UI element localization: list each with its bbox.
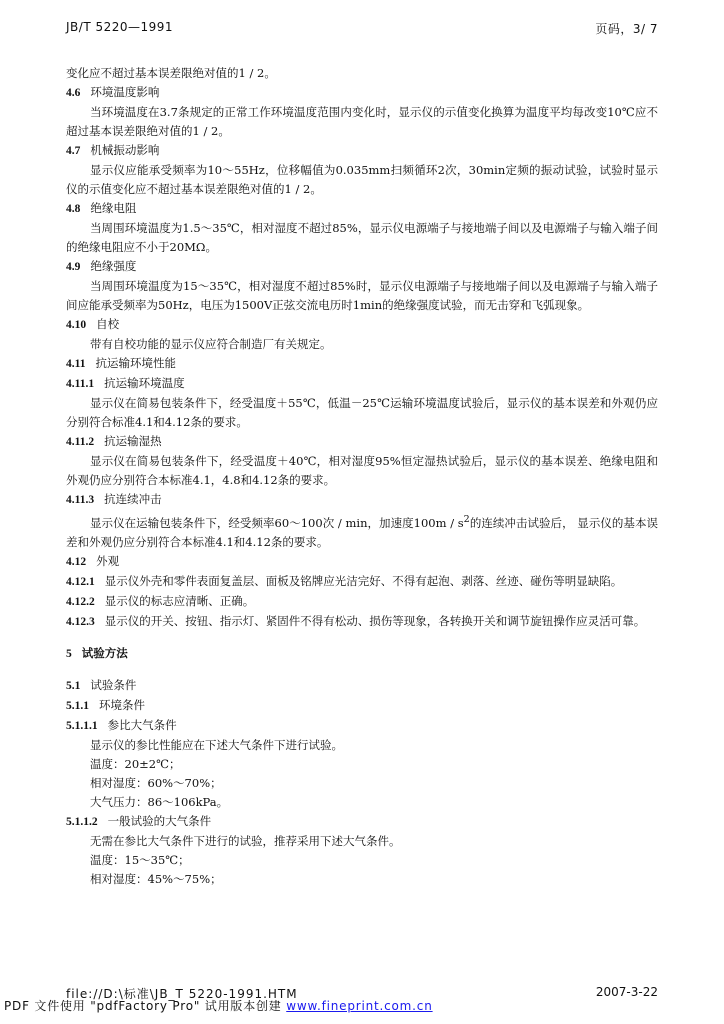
section-title: 外观 <box>96 553 120 568</box>
superscript: 2 <box>463 514 470 525</box>
section-title: 抗运输湿热 <box>104 434 162 448</box>
section-title: 抗连续冲击 <box>104 492 162 506</box>
section-title: 机械振动影响 <box>90 143 160 157</box>
section-4-11-2-heading <box>66 432 658 452</box>
section-4-12-heading <box>66 552 658 572</box>
section-number: 5.1.1.2 <box>66 815 98 828</box>
section-4-11-3-heading <box>66 490 658 510</box>
paragraph: 显示仪应能承受频率为10～55Hz，位移幅值为0.035mm扫频循环2次，30min定频的振动试验，试验时显示仪的示值变化应不超过基本误差限绝对值的1 / 2。 <box>66 163 658 196</box>
print-date: 2007-3-22 <box>595 985 658 999</box>
paragraph: 当周围环境温度为15～35℃，相对湿度不超过85%时，显示仪电源端子与接地端子间以及电源端子与输入端子间应能承受频率为50Hz，电压为1500V正弦交流电历时1min的绝缘强度试验，而无击穿和飞弧现象。 <box>66 279 658 312</box>
section-5-1-1-heading <box>66 696 658 716</box>
pdf-watermark-text: PDF 文件使用 "pdfFactory Pro" 试用版本创建 <box>4 999 287 1013</box>
section-number: 4.12.2 <box>66 595 95 608</box>
condition-humidity: 相对湿度：60%～70%； <box>90 775 222 790</box>
section-title: 参比大气条件 <box>107 717 177 732</box>
clause-4-12-3 <box>66 612 658 632</box>
section-5-1-1-1-heading <box>66 716 658 736</box>
section-4-11-1-heading <box>66 374 658 394</box>
section-4-8-heading <box>66 199 658 219</box>
condition-pressure: 大气压力：86～106kPa。 <box>90 794 229 809</box>
section-title: 绝缘电阻 <box>90 201 137 215</box>
clause-text: 显示仪的开关、按钮、指示灯、紧固件不得有松动、损伤等现象，各转换开关和调节旋钮操作应灵活可靠。 <box>104 613 646 628</box>
pdf-watermark <box>4 997 433 1014</box>
section-4-10-heading <box>66 315 658 335</box>
paragraph: 带有自校功能的显示仪应符合制造厂有关规定。 <box>90 337 332 351</box>
section-number: 5.1 <box>66 679 81 692</box>
section-number: 4.12.3 <box>66 615 95 628</box>
clause-4-12-2 <box>66 592 658 612</box>
paragraph: 当环境温度在3.7条规定的正常工作环境温度范围内变化时，显示仪的示值变化换算为温度平均每改变10℃应不超过基本误差限绝对值的1 / 2。 <box>66 105 658 138</box>
continued-text: 变化应不超过基本误差限绝对值的1 / 2。 <box>66 66 276 80</box>
section-number: 4.6 <box>66 87 81 99</box>
clause-text: 显示仪外壳和零件表面复盖层、面板及铭牌应光洁完好、不得有起泡、剥落、丝迹、碰伤等明显缺陷。 <box>104 573 623 588</box>
section-title: 抗运输环境性能 <box>95 356 176 370</box>
clause-text: 显示仪的标志应清晰、正确。 <box>104 593 255 608</box>
section-number: 4.9 <box>66 261 81 273</box>
section-number: 5.1.1.1 <box>66 719 98 732</box>
section-number: 4.11.1 <box>66 378 95 390</box>
section-number: 4.8 <box>66 203 81 215</box>
section-number: 4.11 <box>66 358 86 370</box>
document-body <box>66 64 658 889</box>
section-title: 一般试验的大气条件 <box>107 813 212 828</box>
section-5-1-1-2-heading <box>66 812 658 832</box>
section-number: 4.12 <box>66 555 87 568</box>
paragraph: 显示仪在简易包装条件下，经受温度＋40℃，相对湿度95%恒定湿热试验后，显示仪的基本误差、绝缘电阻和外观仍应分别符合本标准4.1，4.8和4.12条的要求。 <box>66 454 658 487</box>
clause-4-12-1 <box>66 572 658 592</box>
section-number: 4.11.2 <box>66 436 95 448</box>
section-title: 试验方法 <box>81 645 128 660</box>
condition-humidity: 相对湿度：45%～75%； <box>90 871 222 886</box>
section-4-7-heading <box>66 141 658 161</box>
section-number: 4.10 <box>66 319 87 331</box>
paragraph-part: 的连续冲击试验后， 显示仪的基本误差和外观仍应分别符合本标准4.1和4.12条的要求。 <box>66 515 659 549</box>
section-number: 5 <box>66 647 72 660</box>
section-5-heading <box>66 644 658 664</box>
paragraph: 无需在参比大气条件下进行的试验，推荐采用下述大气条件。 <box>90 833 401 848</box>
section-4-6-heading <box>66 83 658 103</box>
doc-id: JB/T 5220—1991 <box>66 20 174 34</box>
paragraph: 显示仪的参比性能应在下述大气条件下进行试验。 <box>90 737 343 752</box>
section-5-1-heading <box>66 676 658 696</box>
section-title: 环境温度影响 <box>90 85 160 99</box>
section-title: 环境条件 <box>99 697 145 712</box>
paragraph <box>66 510 658 552</box>
section-title: 绝缘强度 <box>90 259 137 273</box>
fineprint-link[interactable]: www.fineprint.com.cn <box>286 999 433 1013</box>
page-number: 页码，3/ 7 <box>595 22 658 36</box>
condition-temperature: 温度：20±2℃； <box>90 756 181 771</box>
paragraph: 当周围环境温度为1.5～35℃，相对湿度不超过85%，显示仪电源端子与接地端子间以及电源端子与输入端子间的绝缘电阻应不小于20MΩ。 <box>66 221 658 254</box>
section-number: 4.7 <box>66 145 81 157</box>
condition-temperature: 温度：15～35℃； <box>90 852 190 867</box>
section-title: 自校 <box>96 317 120 331</box>
section-number: 4.11.3 <box>66 494 95 506</box>
section-title: 试验条件 <box>90 677 137 692</box>
paragraph: 显示仪在简易包装条件下，经受温度＋55℃，低温－25℃运输环境温度试验后，显示仪的基本误差和外观仍应分别符合标准4.1和4.12条的要求。 <box>66 396 658 429</box>
section-number: 4.12.1 <box>66 575 95 588</box>
section-4-9-heading <box>66 257 658 277</box>
file-path: file://D:\标准\JB_T 5220-1991.HTM <box>66 987 298 1001</box>
paragraph-part: 显示仪在运输包装条件下，经受频率60～100次 / min，加速度100m / s <box>90 515 464 530</box>
section-title: 抗运输环境温度 <box>104 376 185 390</box>
section-number: 5.1.1 <box>66 699 89 712</box>
section-4-11-heading <box>66 354 658 374</box>
